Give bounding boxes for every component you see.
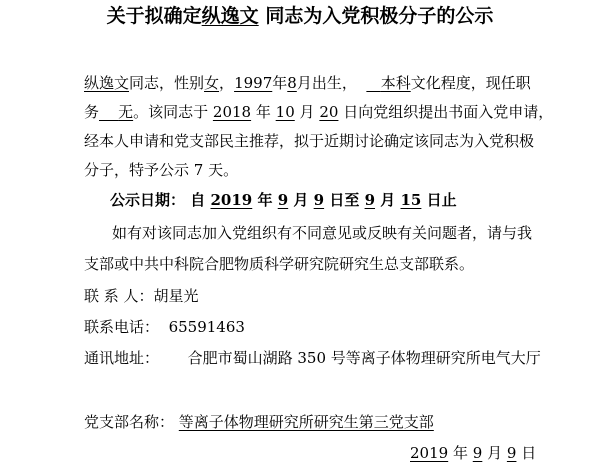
birth-month: 8 bbox=[287, 74, 297, 92]
gender-value: 女 bbox=[204, 74, 220, 92]
text: 年 bbox=[452, 444, 468, 462]
period-start-month: 9 bbox=[277, 191, 289, 209]
text: 日 bbox=[521, 444, 537, 462]
text: 年 bbox=[272, 74, 288, 92]
party-branch-name: 等离子体物理研究所研究生第三党支部 bbox=[178, 413, 434, 431]
text: 月 bbox=[380, 191, 396, 209]
text: 日至 bbox=[329, 191, 360, 209]
birth-year: 1997 bbox=[234, 74, 273, 92]
period-start-day: 9 bbox=[313, 191, 325, 209]
text: 日止 bbox=[426, 191, 457, 209]
period-end-day: 15 bbox=[400, 191, 422, 209]
document-date bbox=[410, 443, 536, 463]
date-month: 9 bbox=[472, 444, 483, 462]
text: 。该同志于 bbox=[133, 103, 209, 121]
publicity-period bbox=[110, 190, 457, 210]
date-year: 2019 bbox=[410, 444, 449, 462]
date-day: 9 bbox=[506, 444, 517, 462]
document-title bbox=[0, 6, 600, 26]
position-value bbox=[99, 103, 133, 121]
contact-person-value: 胡星光 bbox=[153, 287, 199, 305]
position-text: 无 bbox=[118, 103, 134, 121]
para1-line4: 分子，特予公示 7 天。 bbox=[84, 161, 239, 179]
party-branch-label: 党支部名称： bbox=[84, 413, 175, 431]
text: ， bbox=[219, 74, 235, 92]
para1-line2 bbox=[84, 102, 553, 122]
feedback-line1: 如有对该同志加入党组织有不同意见或反映有关问题者，请与我 bbox=[112, 224, 533, 242]
text: 同志，性别 bbox=[129, 74, 205, 92]
period-end-month: 9 bbox=[364, 191, 376, 209]
para1-line1 bbox=[84, 73, 531, 93]
feedback-line2: 支部或中共中科院合肥物质科学研究院研究生总支部联系。 bbox=[84, 255, 475, 273]
title-suffix: 同志为入党积极分子的公示 bbox=[265, 5, 494, 27]
contact-phone-label: 联系电话： bbox=[84, 318, 160, 336]
text: 自 bbox=[190, 191, 206, 209]
contact-person bbox=[84, 286, 199, 306]
education-value bbox=[366, 74, 410, 92]
apply-day: 20 bbox=[319, 103, 339, 121]
period-start-year: 2019 bbox=[210, 191, 253, 209]
contact-address bbox=[84, 348, 541, 368]
title-prefix: 关于拟确定 bbox=[106, 5, 202, 27]
candidate-name: 纵逸文 bbox=[84, 74, 130, 92]
party-branch bbox=[84, 412, 434, 432]
contact-phone bbox=[84, 317, 245, 337]
para1-line3: 经本人申请和党支部民主推荐，拟于近期讨论确定该同志为入党积极 bbox=[84, 132, 535, 150]
text: 日向党组织提出书面入党申请， bbox=[343, 103, 554, 121]
text: 务 bbox=[84, 103, 100, 121]
text: 文化程度，现任职 bbox=[410, 74, 531, 92]
text: 月 bbox=[299, 103, 315, 121]
contact-person-label: 联 系 人： bbox=[84, 287, 154, 305]
period-label: 公示日期： bbox=[110, 191, 186, 209]
contact-address-label: 通讯地址： bbox=[84, 349, 160, 367]
education-text: 本科 bbox=[380, 74, 411, 92]
contact-address-value: 合肥市蜀山湖路 350 号等离子体物理研究所电气大厅 bbox=[187, 349, 541, 367]
title-candidate-name: 纵逸文 bbox=[201, 5, 259, 27]
apply-month: 10 bbox=[275, 103, 295, 121]
apply-year: 2018 bbox=[212, 103, 252, 121]
text: 月出生， bbox=[296, 74, 357, 92]
text: 月 bbox=[487, 444, 503, 462]
text: 年 bbox=[257, 191, 273, 209]
contact-phone-value: 65591463 bbox=[168, 318, 245, 336]
text: 年 bbox=[255, 103, 271, 121]
text: 月 bbox=[293, 191, 309, 209]
